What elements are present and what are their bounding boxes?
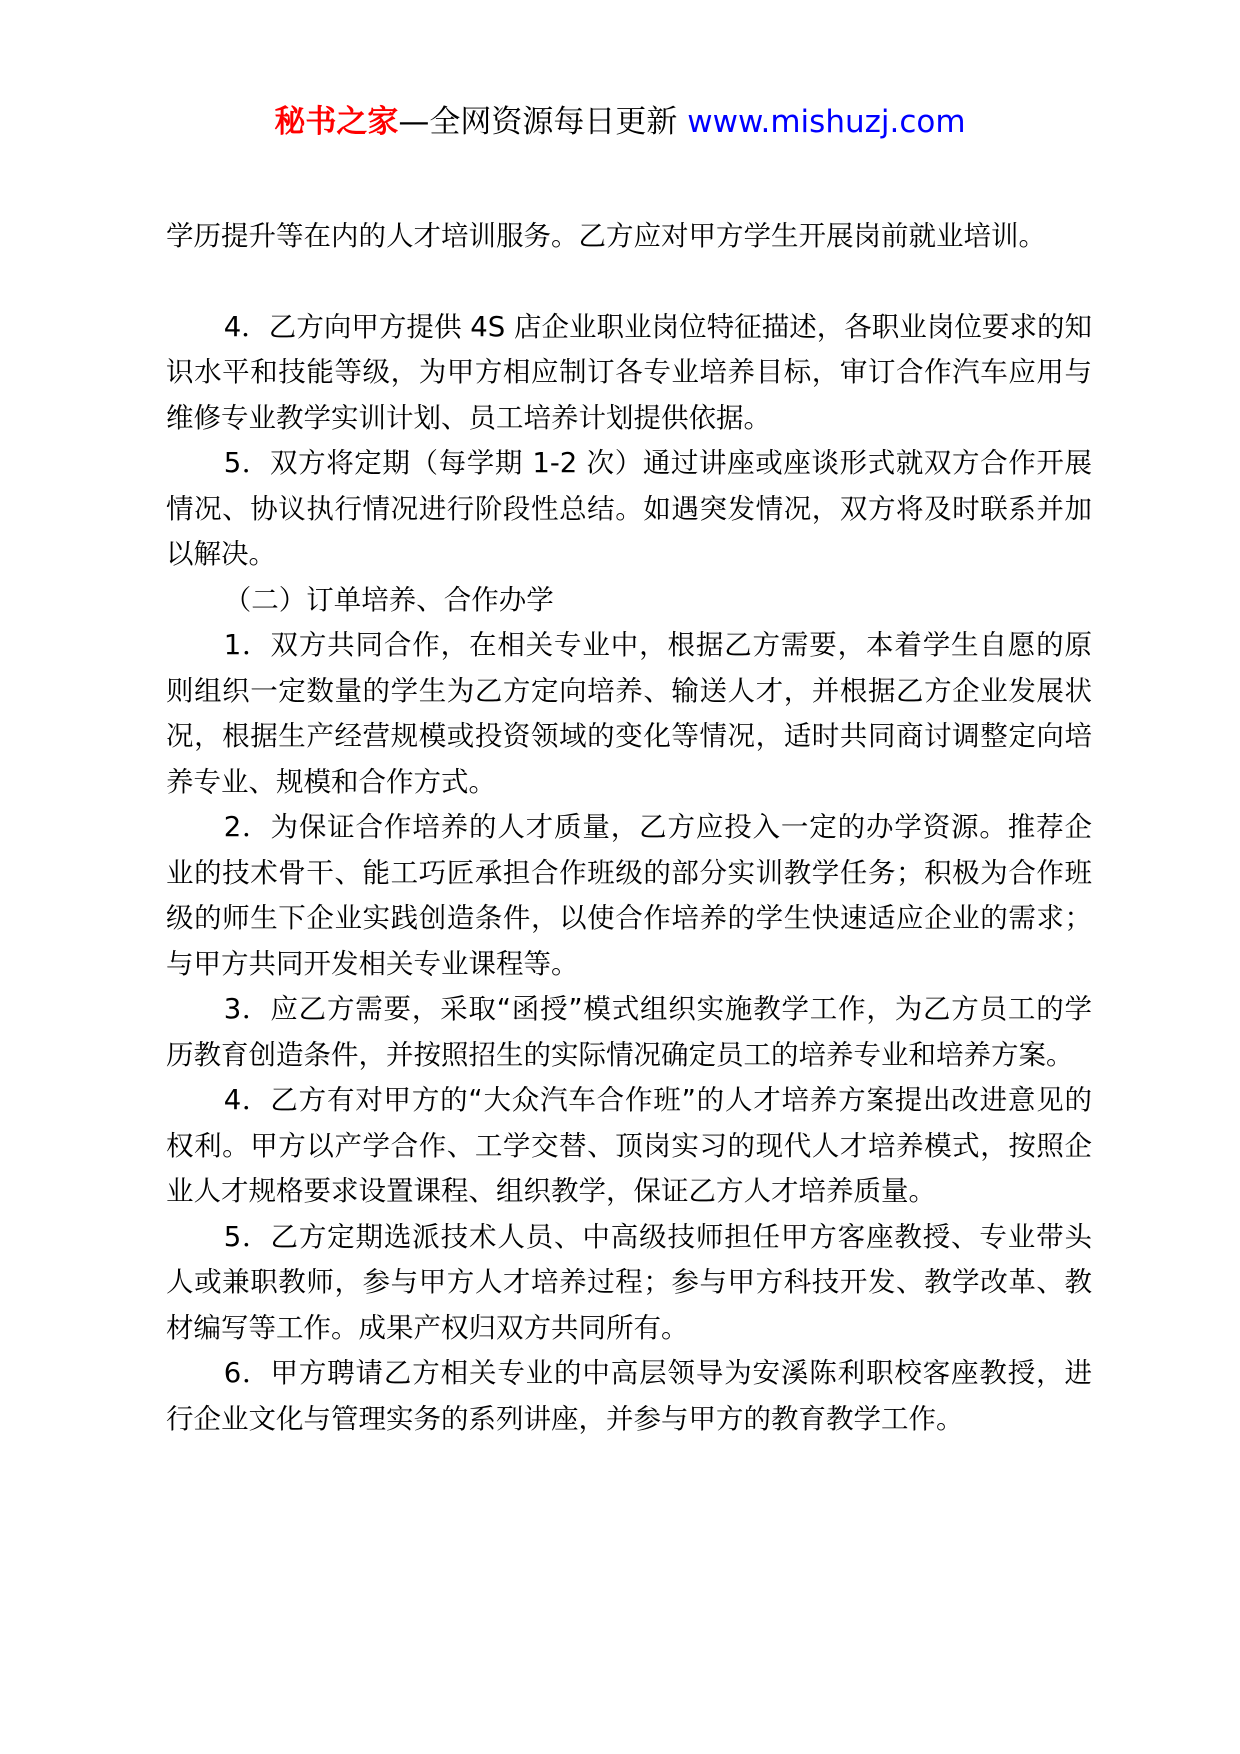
document-body — [166, 214, 1092, 1442]
paragraph-continuation: 学历提升等在内的人才培训服务。乙方应对甲方学生开展岗前就业培训。 — [166, 220, 1046, 252]
paragraph-item-5-periodic-summary: 5．双方将定期（每学期 1-2 次）通过讲座或座谈形式就双方合作开展情况、协议执行情况进行阶段性总结。如遇突发情况，双方将及时联系并加以解决。 — [166, 447, 1092, 570]
brand-name: 秘书之家 — [274, 104, 399, 140]
paragraph-item-5-guest-professors: 5．乙方定期选派技术人员、中高级技师担任甲方客座教授、专业带头人或兼职教师，参与甲方人才培养过程；参与甲方科技开发、教学改革、教材编写等工作。成果产权归双方共同所有。 — [166, 1220, 1092, 1344]
paragraph-item-4-job-description: 4．乙方向甲方提供 4S 店企业职业岗位特征描述，各职业岗位要求的知识水平和技能等级，为甲方相应制订各专业培养目标，审订合作汽车应用与维修专业教学实训计划、员工培养计划提供依据。 — [166, 310, 1092, 434]
paragraph-item-6-lecture-series: 6．甲方聘请乙方相关专业的中高层领导为安溪陈利职校客座教授，进行企业文化与管理实务的系列讲座，并参与甲方的教育教学工作。 — [166, 1357, 1092, 1435]
paragraph-item-3-correspondence-mode: 3．应乙方需要，采取“函授”模式组织实施教学工作，为乙方员工的学历教育创造条件，并按照招生的实际情况确定员工的培养专业和培养方案。 — [166, 993, 1092, 1071]
paragraph-item-1-joint-cooperation: 1．双方共同合作，在相关专业中，根据乙方需要，本着学生自愿的原则组织一定数量的学生为乙方定向培养、输送人才，并根据乙方企业发展状况，根据生产经营规模或投资领域的变化等情况，适时共同商讨调整定向培养专业、规模和合作方式。 — [166, 629, 1092, 798]
section-heading-order-training: （二）订单培养、合作办学 — [223, 583, 554, 616]
page-header — [0, 100, 1240, 144]
paragraph-item-2-quality-assurance: 2．为保证合作培养的人才质量，乙方应投入一定的办学资源。推荐企业的技术骨干、能工巧匠承担合作班级的部分实训教学任务；积极为合作班级的师生下企业实践创造条件，以使合作培养的学生快速适应企业的需求；与甲方共同开发相关专业课程等。 — [166, 811, 1092, 980]
site-url-link[interactable]: www.mishuzj.com — [687, 104, 966, 140]
paragraph-item-4-improvement-rights: 4．乙方有对甲方的“大众汽车合作班”的人才培养方案提出改进意见的权利。甲方以产学合作、工学交替、顶岗实习的现代人才培养模式，按照企业人才规格要求设置课程、组织教学，保证乙方人才培养质量。 — [166, 1084, 1092, 1207]
header-tagline: —全网资源每日更新 — [398, 104, 678, 140]
